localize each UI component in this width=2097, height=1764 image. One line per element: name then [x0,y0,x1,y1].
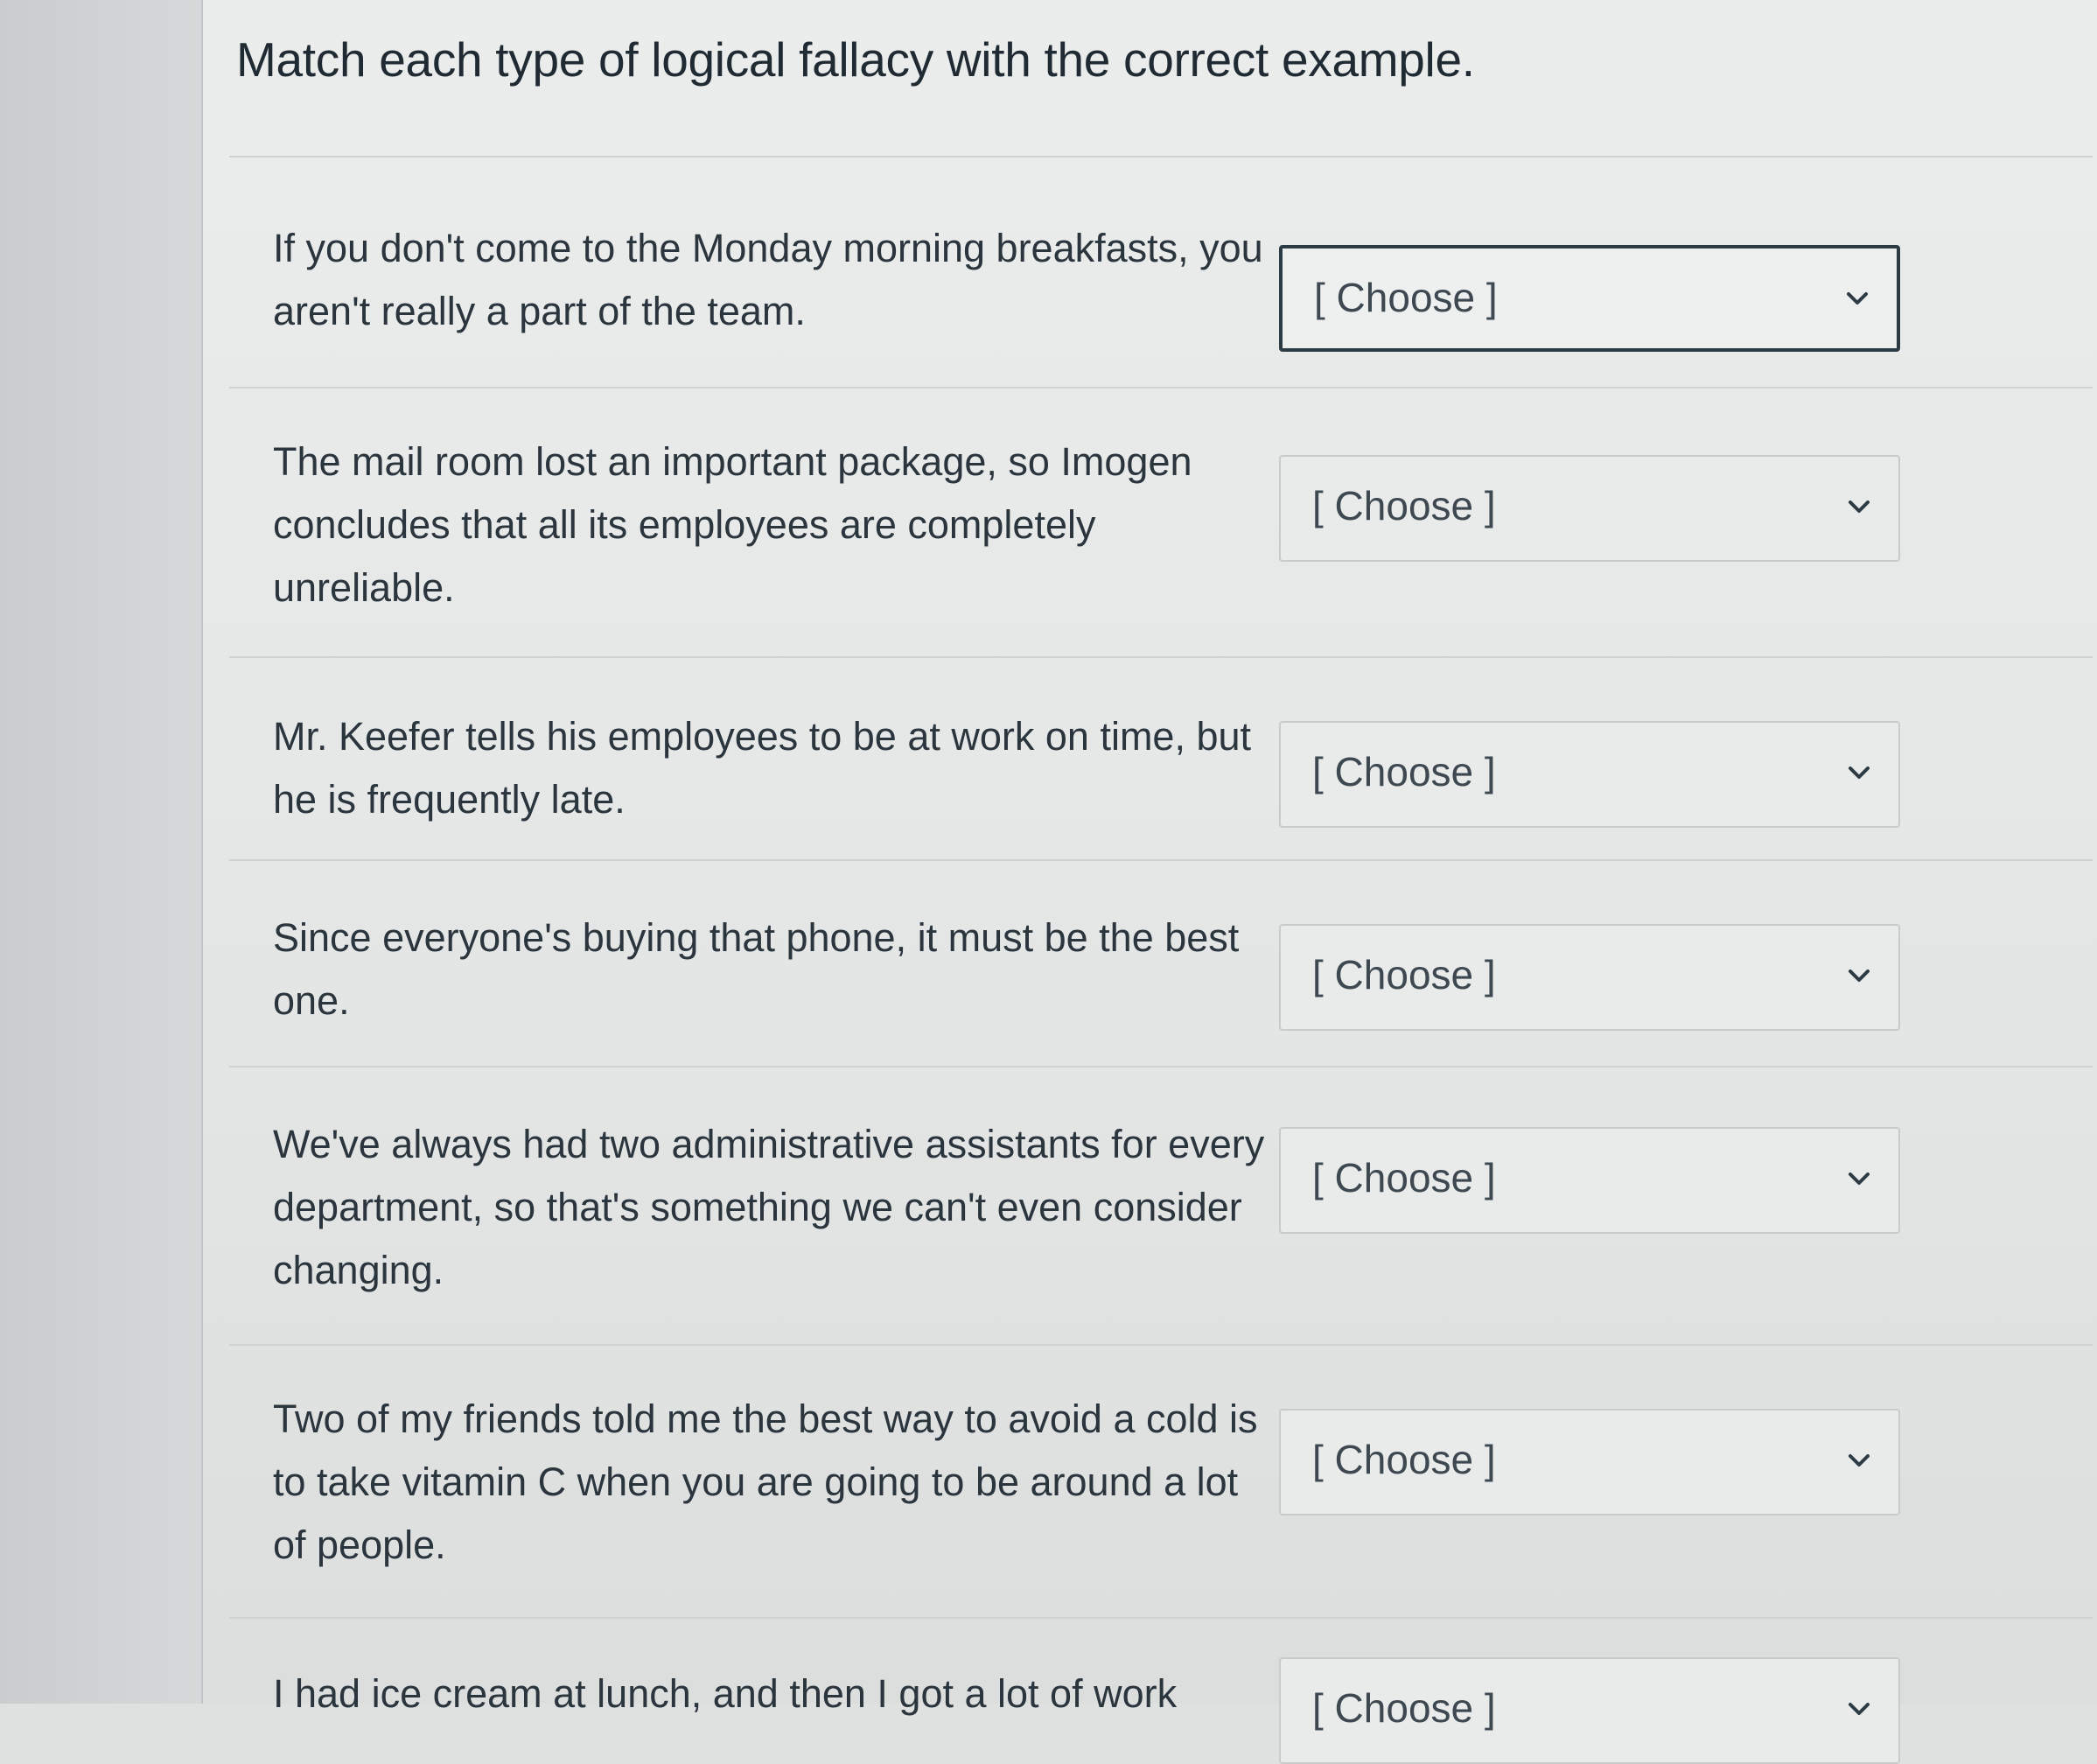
match-row [229,1068,2093,1346]
match-row [229,861,2093,1068]
left-margin [0,0,203,1704]
match-prompt: Two of my friends told me the best way to avoid a cold is to take vitamin C when you are going to be around a lot of people. [273,1396,1258,1567]
match-row [229,658,2093,861]
dropdown-selected-value: [ Choose ] [1312,749,1496,794]
chevron-down-icon [1846,1447,1872,1474]
answer-dropdown[interactable] [1279,1127,1900,1234]
dropdown-selected-value: [ Choose ] [1312,1685,1496,1731]
match-prompt: We've always had two administrative assistants for every department, so that's something we can't even consider changing. [273,1122,1265,1292]
match-prompt: If you don't come to the Monday morning breakfasts, you aren't really a part of the team. [273,226,1263,333]
match-row [229,388,2093,658]
dropdown-selected-value: [ Choose ] [1314,275,1498,320]
match-prompt: Since everyone's buying that phone, it must be the best one. [273,915,1240,1023]
match-row [229,158,2093,388]
answer-dropdown[interactable] [1279,245,1900,352]
dropdown-selected-value: [ Choose ] [1312,483,1496,528]
question-title: Match each type of logical fallacy with the correct example. [236,32,1475,87]
quiz-question-panel [203,0,2097,1731]
answer-dropdown[interactable] [1279,1409,1900,1516]
match-prompt: The mail room lost an important package, so Imogen concludes that all its employees are completely unreliable. [273,439,1192,610]
dropdown-selected-value: [ Choose ] [1312,1155,1496,1200]
dropdown-selected-value: [ Choose ] [1312,1437,1496,1482]
match-prompt: Mr. Keefer tells his employees to be at work on time, but he is frequently late. [273,714,1252,822]
chevron-down-icon [1846,962,1872,989]
answer-dropdown[interactable] [1279,721,1900,828]
chevron-down-icon [1846,760,1872,786]
chevron-down-icon [1844,285,1870,312]
chevron-down-icon [1846,494,1872,520]
answer-dropdown[interactable] [1279,1657,1900,1764]
match-row [229,1619,2093,1731]
match-row [229,1346,2093,1619]
answer-dropdown[interactable] [1279,455,1900,562]
chevron-down-icon [1846,1696,1872,1722]
chevron-down-icon [1846,1166,1872,1192]
dropdown-selected-value: [ Choose ] [1312,952,1496,998]
match-prompt: I had ice cream at lunch, and then I got a lot of work [273,1671,1178,1716]
answer-dropdown[interactable] [1279,924,1900,1031]
